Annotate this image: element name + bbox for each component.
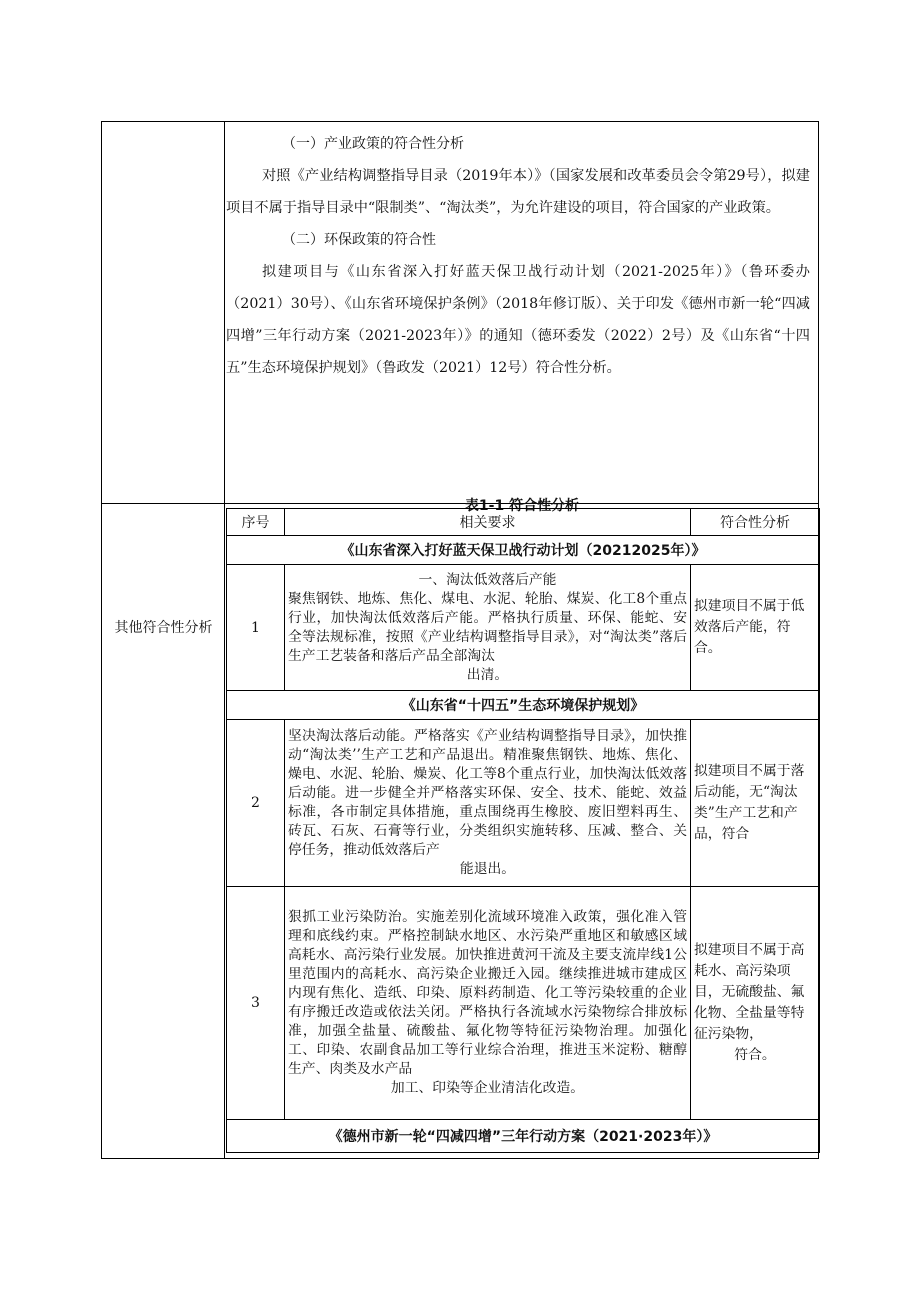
table-row bbox=[227, 720, 820, 887]
compliance-tail: 符合。 bbox=[734, 1047, 776, 1063]
row-requirement bbox=[285, 887, 691, 1120]
section-paragraph-industry: 对照《产业结构调整指导目录（2019年本）》（国家发展和改革委员会令第29号），拟建项目不属于指导目录中“限制类”、“淘汰类”，为允许建设的项目，符合国家的产业政策。 bbox=[226, 168, 810, 216]
section-title: 《德州市新一轮“四减四增”三年行动方案（2021·2023年）》 bbox=[227, 1120, 820, 1153]
header-requirement: 相关要求 bbox=[285, 509, 691, 536]
row-compliance bbox=[691, 887, 820, 1120]
table-row bbox=[227, 887, 820, 1120]
row-index: 1 bbox=[227, 565, 285, 691]
requirement-tail: 加工、印染等企业清洁化改造。 bbox=[390, 1080, 585, 1096]
row-requirement bbox=[285, 565, 691, 691]
left-row-label: 其他符合性分析 bbox=[114, 620, 213, 636]
row-compliance: 拟建项目不属于落后动能，无“淘汰类”生产工艺和产品，符合 bbox=[691, 720, 820, 887]
requirement-title: 一、淘汰低效落后产能 bbox=[418, 571, 557, 588]
requirement-tail: 出清。 bbox=[466, 666, 509, 683]
compliance-text: 拟建项目不属于高耗水、高污染项目，无硫酸盐、氟化物、全盐量等特征污染物， bbox=[694, 942, 805, 1042]
section-title: 《山东省“十四五”生态环境保护规划》 bbox=[227, 691, 820, 720]
section-heading-environment: （二）环保政策的符合性 bbox=[282, 232, 436, 248]
requirement-text: 坚决淘汰落后动能。严格落实《产业结构调整指导目录》，加快推动“淘汰类’’生产工艺和产品退出。精准聚焦钢铁、地炼、焦化、燥电、水泥、轮胎、燥炭、化工等8个重点行业，加快淘汰低效落后动能。进一步健全并严格落实环保、安全、技术、能蛇、效益标准，各市制定具体措施，重点围绕再生橡胶、废旧塑料再生、砖瓦、石灰、石膏等行业，分类组织实施转移、压减、整合、关停任务，推动低效落后产 bbox=[288, 728, 687, 858]
header-compliance: 符合性分析 bbox=[691, 509, 820, 536]
row-compliance: 拟建项目不属于低效落后产能，符合。 bbox=[691, 565, 820, 691]
table-row bbox=[227, 565, 820, 691]
table-section-row bbox=[227, 691, 820, 720]
requirement-text: 聚焦钢铁、地炼、焦化、煤电、水泥、轮胎、煤炭、化工8个重点行业，加快淘汰低效落后产能。严格执行质量、环保、能蛇、安全等法规标准，按照《产业结构调整指导目录》，对“淘汰类”落后生产工艺装备和落后产品全部淘汰 bbox=[288, 590, 687, 664]
document-frame bbox=[101, 121, 819, 1159]
section-title: 《山东省深入打好蓝天保卫战行动计划（20212025年）》 bbox=[227, 536, 820, 565]
header-index: 序号 bbox=[227, 509, 285, 536]
table-header-row bbox=[227, 509, 820, 536]
table-section-row bbox=[227, 536, 820, 565]
compliance-table bbox=[226, 508, 820, 1153]
left-label-column bbox=[102, 122, 225, 1158]
requirement-text: 狠抓工业污染防治。实施差别化流域环境准入政策，强化准入管理和底线约束。严格控制缺水地区、水污染严重地区和敏感区域高耗水、高污染行业发展。加快推进黄河干流及主要支流岸线1公里范围内的高耗水、高污染企业搬迁入园。继续推进城市建成区内现有焦化、造纸、印染、原料药制造、化工等污染较重的企业有序搬迁改造或依法关闭。严格执行各流域水污染物综合排放标准，加强全盐量、硫酸盐、氟化物等特征污染物治理。加强化工、印染、农副食品加工等行业综合治理，推进玉米淀粉、糖醇生产、肉类及水产品 bbox=[288, 909, 687, 1077]
requirement-tail: 能退出。 bbox=[459, 861, 516, 877]
section-heading-industry: （一）产业政策的符合性分析 bbox=[282, 136, 464, 152]
row-index: 3 bbox=[227, 887, 285, 1120]
row-requirement bbox=[285, 720, 691, 887]
section-paragraph-environment: 拟建项目与《山东省深入打好蓝天保卫战行动计划（2021-2025年）》（鲁环委办（2021）30号）、《山东省环境保护条例》（2018年修订版）、关于印发《德州市新一轮“四减四增”三年行动方案（2021-2023年）》的通知（德环委发（2022）2号）及《山东省“十四五”生态环境保护规划》（鲁政发（2021）12号）符合性分析。 bbox=[226, 264, 810, 376]
table-caption: 表1-1 符合性分析 bbox=[464, 498, 580, 514]
table-section-row bbox=[227, 1120, 820, 1153]
row-index: 2 bbox=[227, 720, 285, 887]
